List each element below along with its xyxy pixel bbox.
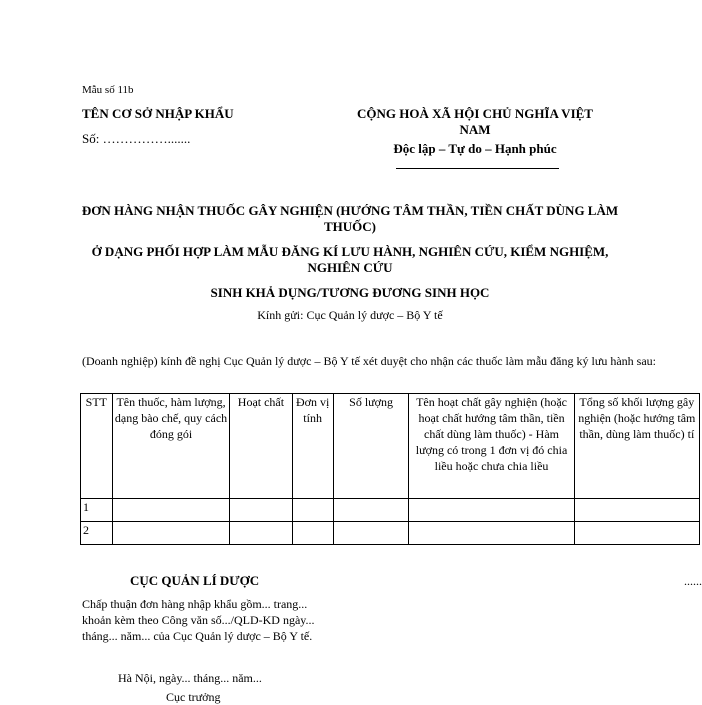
nation-heading: CỘNG HOÀ XÃ HỘI CHỦ NGHĨA VIỆT NAM	[357, 106, 593, 137]
col-header-stt: STT	[81, 394, 113, 499]
table-cell	[230, 522, 292, 545]
table-cell	[292, 522, 333, 545]
table-cell	[230, 499, 292, 522]
place-date: Hà Nội, ngày... tháng... năm...	[118, 671, 262, 685]
table-cell	[333, 522, 409, 545]
table-cell	[112, 522, 230, 545]
motto-underline	[396, 168, 559, 169]
motto: Độc lập – Tự do – Hạnh phúc	[393, 141, 557, 156]
greeting: Kính gửi: Cục Quản lý dược – Bộ Y tế	[257, 308, 443, 322]
table-header-row	[81, 394, 700, 499]
table-cell	[574, 499, 699, 522]
col-header-quantity: Số lượng	[333, 394, 409, 499]
col-header-unit: Đơn vị tính	[292, 394, 333, 499]
intro-paragraph: (Doanh nghiệp) kính đề nghị Cục Quản lý dược – Bộ Y tế xét duyệt cho nhận các thuốc làm mẫu đăng ký lưu hành sau:	[82, 354, 656, 368]
form-title-line1: ĐƠN HÀNG NHẬN THUỐC GÂY NGHIỆN (HƯỚNG TÂM THẦN, TIỀN CHẤT DÙNG LÀM THUỐC)	[81, 203, 619, 234]
signer-title: Cục trưởng	[166, 690, 221, 704]
doc-number: Số: …………….......	[82, 131, 191, 146]
table-cell	[333, 499, 409, 522]
approval-authority: CỤC QUẢN LÍ DƯỢC	[130, 573, 260, 588]
table-row	[81, 499, 700, 522]
drug-order-table	[80, 393, 700, 545]
table-cell	[409, 522, 574, 545]
col-header-total-amount: Tổng số khối lượng gây nghiện (hoặc hướng tâm thần, dùng làm thuốc) tí	[574, 394, 699, 499]
form-title-line3: SINH KHẢ DỤNG/TƯƠNG ĐƯƠNG SINH HỌC	[210, 285, 490, 300]
table-cell: 2	[81, 522, 113, 545]
right-signature-dots: ......	[684, 574, 702, 588]
table-cell: 1	[81, 499, 113, 522]
approval-text: Chấp thuận đơn hàng nhập khẩu gồm... trang... khoản kèm theo Công văn số.../QLD-KD ngày... tháng... năm... của Cục Quản lý dược – Bộ Y tế.	[82, 597, 315, 643]
table-cell	[574, 522, 699, 545]
form-code: Mẫu số 11b	[82, 84, 134, 96]
col-header-drug-name: Tên thuốc, hàm lượng, dạng bào chế, quy cách đóng gói	[112, 394, 230, 499]
table-cell	[409, 499, 574, 522]
col-header-narcotic-ingredient: Tên hoạt chất gây nghiện (hoặc hoạt chất hướng tâm thần, tiền chất dùng làm thuốc) - Hàm lượng có trong 1 đơn vị đó chia liều hoặc chưa chia liều	[409, 394, 574, 499]
table-cell	[112, 499, 230, 522]
org-name: TÊN CƠ SỞ NHẬP KHẨU	[82, 106, 234, 121]
table-row	[81, 522, 700, 545]
table-cell	[292, 499, 333, 522]
col-header-active-ingredient: Hoạt chất	[230, 394, 292, 499]
form-title-line2: Ở DẠNG PHỐI HỢP LÀM MẪU ĐĂNG KÍ LƯU HÀNH, NGHIÊN CỨU, KIỂM NGHIỆM, NGHIÊN CỨU	[91, 244, 609, 275]
